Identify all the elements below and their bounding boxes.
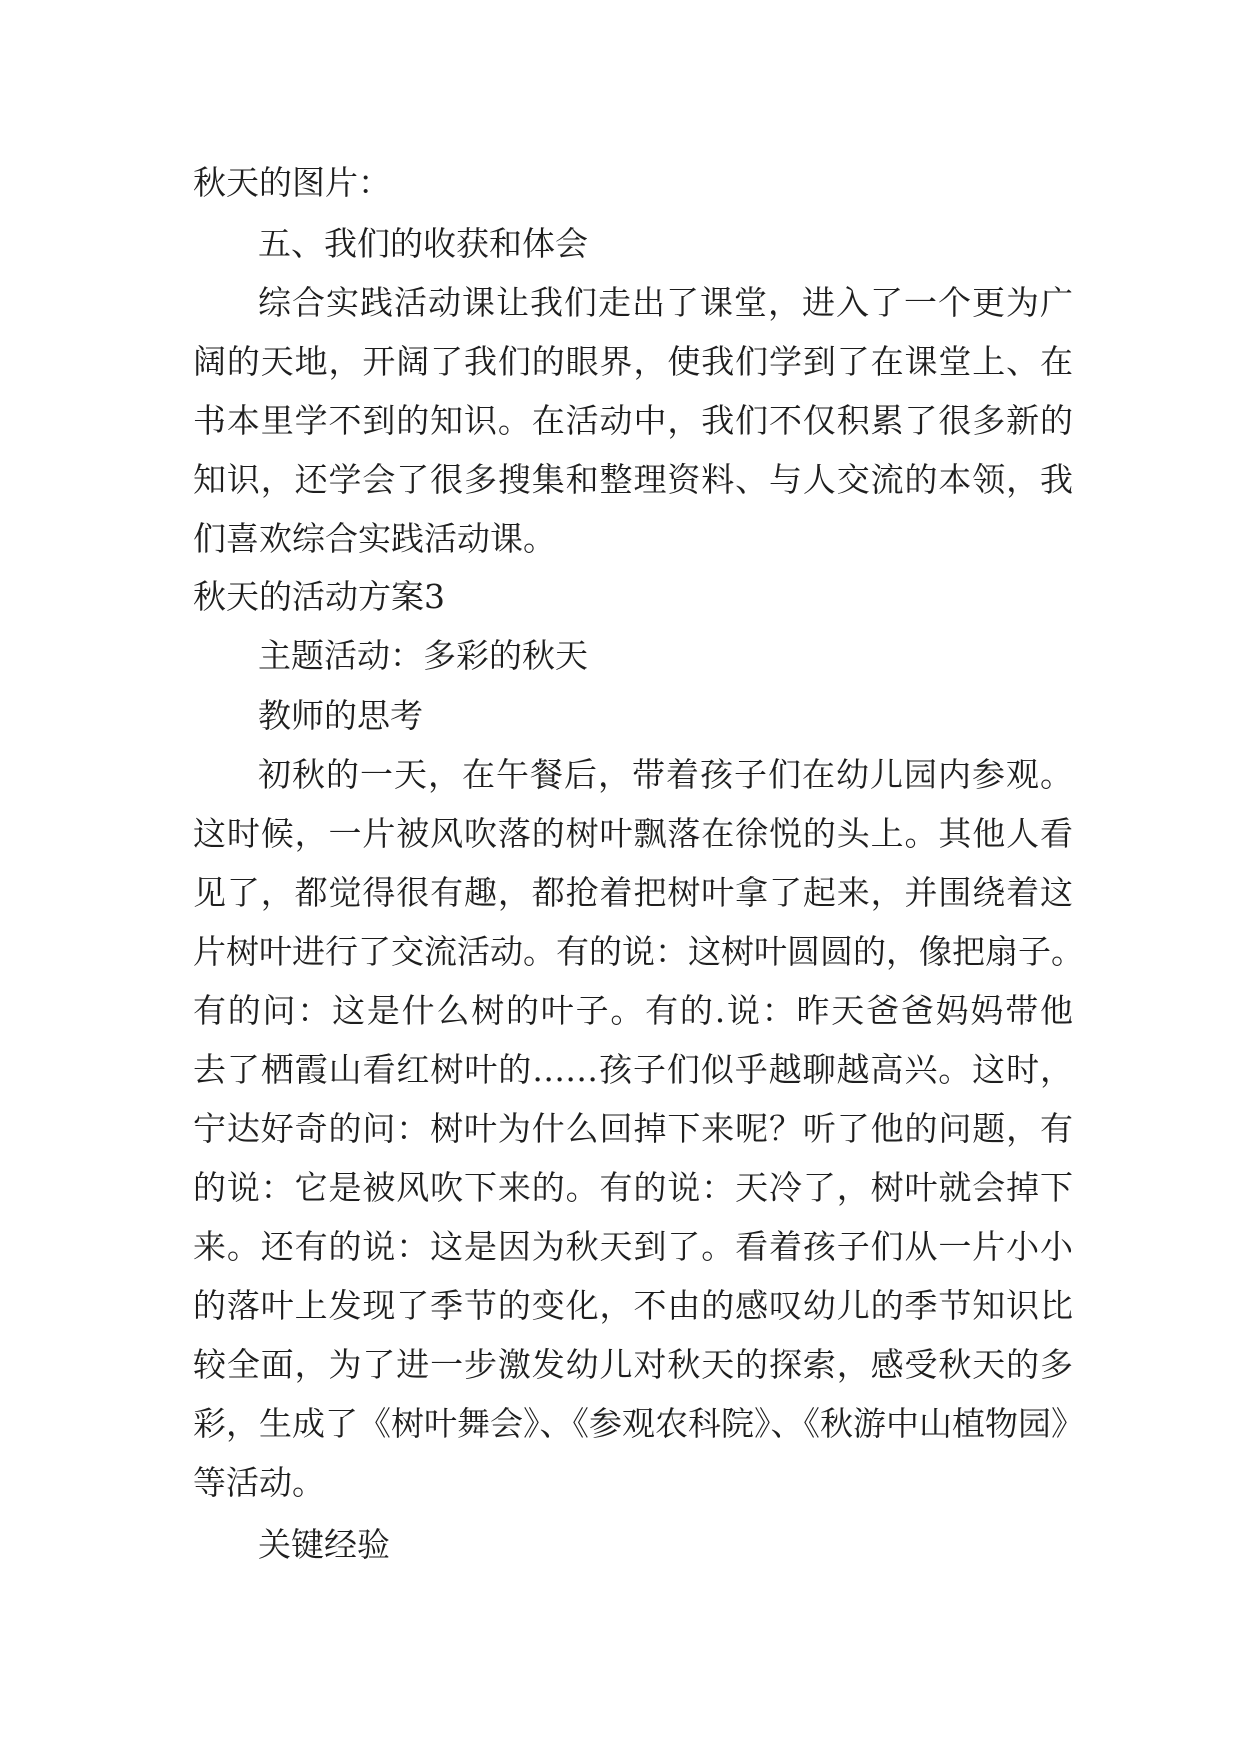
text-line: 等活动。 bbox=[193, 1463, 325, 1502]
section-heading: 主题活动：多彩的秋天 bbox=[258, 636, 588, 675]
text-line: 这时候，一片被风吹落的树叶飘落在徐悦的头上。其他人看 bbox=[193, 814, 1073, 853]
text-line: 阔的天地，开阔了我们的眼界，使我们学到了在课堂上、在 bbox=[193, 342, 1073, 381]
text-line: 宁达好奇的问：树叶为什么回掉下来呢？听了他的问题，有 bbox=[193, 1109, 1073, 1148]
text-line: 的说：它是被风吹下来的。有的说：天冷了，树叶就会掉下 bbox=[193, 1168, 1073, 1207]
text-line: 较全面，为了进一步激发幼儿对秋天的探索，感受秋天的多 bbox=[193, 1345, 1073, 1384]
section-heading: 关键经验 bbox=[258, 1525, 390, 1564]
text-line: 的落叶上发现了季节的变化，不由的感叹幼儿的季节知识比 bbox=[193, 1286, 1073, 1325]
text-line: 们喜欢综合实践活动课。 bbox=[193, 519, 556, 558]
section-title: 秋天的活动方案3 bbox=[193, 577, 445, 616]
text-line: 书本里学不到的知识。在活动中，我们不仅积累了很多新的 bbox=[193, 401, 1073, 440]
text-line: 秋天的图片： bbox=[193, 163, 391, 202]
text-line: 彩，生成了《树叶舞会》、《参观农科院》、《秋游中山植物园》 bbox=[193, 1404, 1084, 1443]
section-heading: 五、我们的收获和体会 bbox=[258, 224, 588, 263]
text-line: 综合实践活动课让我们走出了课堂，进入了一个更为广 bbox=[258, 283, 1073, 322]
text-line: 片树叶进行了交流活动。有的说：这树叶圆圆的，像把扇子。 bbox=[193, 932, 1084, 971]
text-line: 知识，还学会了很多搜集和整理资料、与人交流的本领，我 bbox=[193, 460, 1073, 499]
section-heading: 教师的思考 bbox=[258, 696, 423, 735]
text-line: 来。还有的说：这是因为秋天到了。看着孩子们从一片小小 bbox=[193, 1227, 1073, 1266]
text-line: 见了，都觉得很有趣，都抢着把树叶拿了起来，并围绕着这 bbox=[193, 873, 1073, 912]
text-line: 初秋的一天，在午餐后，带着孩子们在幼儿园内参观。 bbox=[258, 755, 1073, 794]
text-line: 有的问：这是什么树的叶子。有的.说：昨天爸爸妈妈带他 bbox=[193, 991, 1073, 1030]
text-line: 去了栖霞山看红树叶的……孩子们似乎越聊越高兴。这时， bbox=[193, 1050, 1073, 1089]
